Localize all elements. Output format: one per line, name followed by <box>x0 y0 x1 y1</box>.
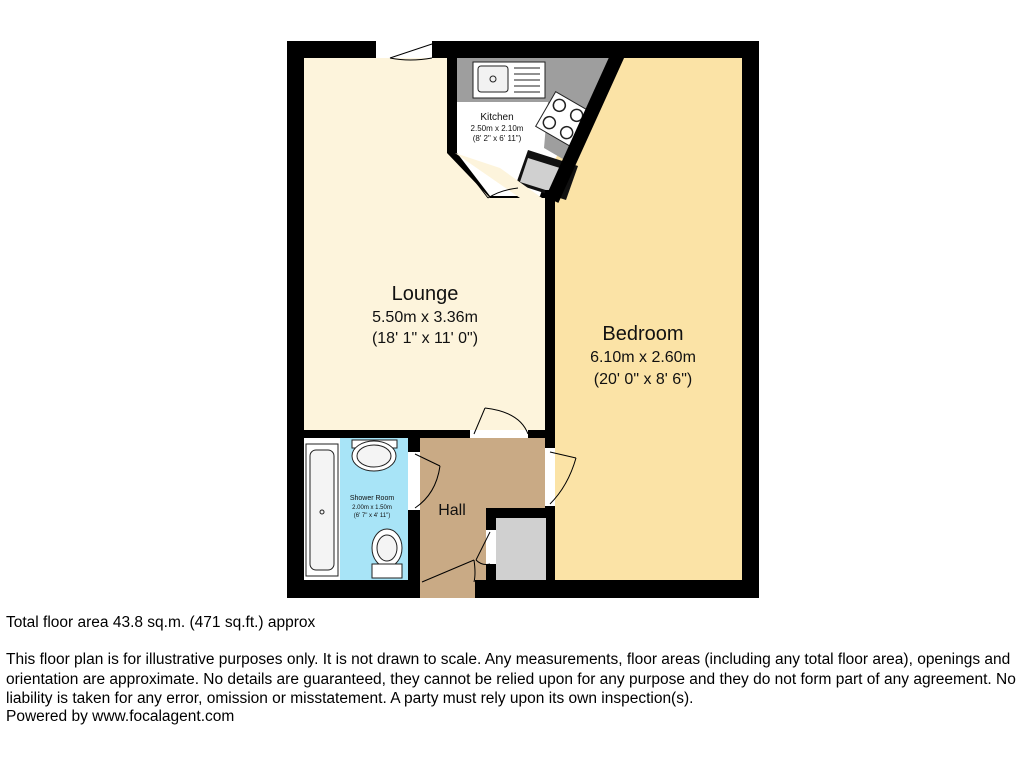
bedroom-imperial: (20' 0" x 8' 6") <box>593 371 693 388</box>
cupboard-floor <box>496 518 546 580</box>
kitchen-label: Kitchen <box>480 112 514 123</box>
hall-label: Hall <box>438 502 466 519</box>
sink-icon <box>473 62 545 98</box>
basin-icon <box>352 440 397 471</box>
disclaimer-text: This floor plan is for illustrative purposes only. It is not drawn to scale. Any measurements, floor areas (including any total floor area), openings and orientation are approximate. No details are guaranteed, they cannot be relied upon for any purpose and they do not form part of any agreement. No liability is taken for any error, omission or misstatement. A party must rely upon its own inspection(s). <box>6 651 1016 707</box>
shower-metric: 2.00m x 1.50m <box>352 505 392 511</box>
lounge-metric: 5.50m x 3.36m <box>372 309 478 326</box>
lounge-imperial: (18' 1" x 11' 0") <box>371 330 479 347</box>
kitchen-metric: 2.50m x 2.10m <box>470 124 524 133</box>
bedroom-metric: 6.10m x 2.60m <box>590 349 696 366</box>
lounge-label: Lounge <box>391 283 459 305</box>
shower-label: Shower Room <box>349 495 395 502</box>
kitchen-imperial: (8' 2" x 6' 11") <box>472 134 522 143</box>
powered-by-link[interactable]: Powered by www.focalagent.com <box>6 708 235 725</box>
toilet-icon <box>372 529 402 578</box>
shower-imperial: (6' 7" x 4' 11") <box>353 513 391 519</box>
total-floor-area: Total floor area 43.8 sq.m. (471 sq.ft.) approx <box>6 614 316 631</box>
bedroom-label: Bedroom <box>602 323 684 345</box>
door-lounge-entry <box>376 41 432 60</box>
